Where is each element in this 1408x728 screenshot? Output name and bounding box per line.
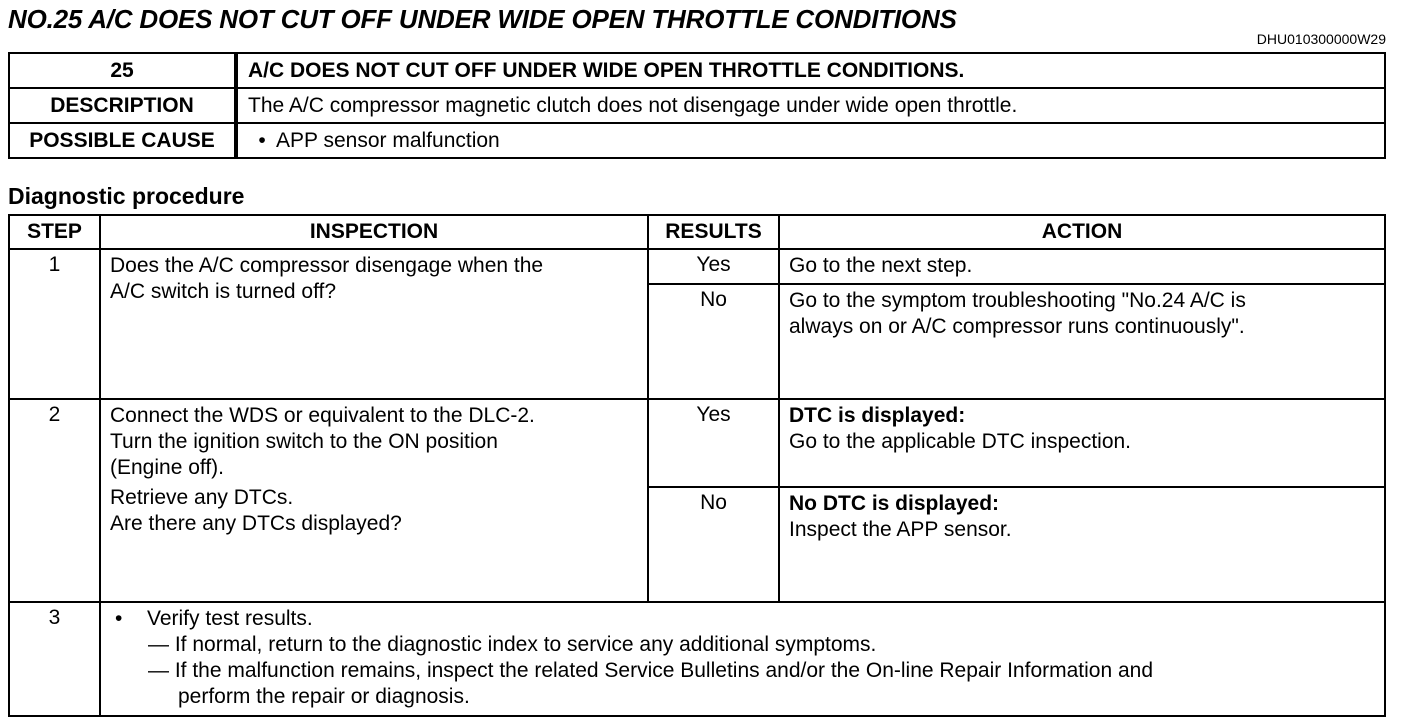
section-title: Diagnostic procedure xyxy=(8,183,245,209)
step-number: 1 xyxy=(9,249,100,399)
action-line: Go to the applicable DTC inspection. xyxy=(789,430,1132,453)
inspection-line: Turn the ignition switch to the ON position xyxy=(110,430,498,453)
table-row xyxy=(9,399,1385,487)
inspection-cell xyxy=(100,249,648,399)
header-action: ACTION xyxy=(779,215,1385,249)
verify-line xyxy=(115,606,1376,632)
inspection-line: (Engine off). xyxy=(110,456,225,479)
description-label: DESCRIPTION xyxy=(9,88,236,123)
inspection-line: A/C switch is turned off? xyxy=(110,280,337,303)
inspection-line: Are there any DTCs displayed? xyxy=(110,512,402,535)
symptom-title: A/C DOES NOT CUT OFF UNDER WIDE OPEN THROTTLE CONDITIONS. xyxy=(236,53,1385,88)
description-text: The A/C compressor magnetic clutch does not disengage under wide open throttle. xyxy=(236,88,1385,123)
table-row xyxy=(9,602,1385,716)
verify-text: Verify test results. xyxy=(147,607,313,630)
action-line: Go to the symptom troubleshooting "No.24 A/C is xyxy=(789,289,1246,312)
info-row-cause xyxy=(9,123,1385,158)
header-results: RESULTS xyxy=(648,215,779,249)
result-cell: No xyxy=(648,284,779,399)
inspection-line: Retrieve any DTCs. xyxy=(110,486,294,509)
verify-dash-line: — If normal, return to the diagnostic index to service any additional symptoms. xyxy=(148,633,877,656)
step-number: 2 xyxy=(9,399,100,602)
page-title: NO.25 A/C DOES NOT CUT OFF UNDER WIDE OPEN THROTTLE CONDITIONS xyxy=(8,4,957,34)
inspection-cell xyxy=(100,399,648,602)
info-row-number xyxy=(9,53,1385,88)
header-step: STEP xyxy=(9,215,100,249)
action-cell xyxy=(779,249,1385,284)
result-cell: Yes xyxy=(648,249,779,284)
possible-cause-text: APP sensor malfunction xyxy=(276,128,500,152)
result-cell: No xyxy=(648,487,779,602)
bullet-icon: • xyxy=(258,128,266,152)
diagnostic-procedure-table xyxy=(8,214,1386,717)
possible-cause-label: POSSIBLE CAUSE xyxy=(9,123,236,158)
possible-cause-value xyxy=(236,123,1385,158)
symptom-info-table xyxy=(8,52,1386,159)
action-cell xyxy=(779,399,1385,487)
inspection-line: Connect the WDS or equivalent to the DLC-2. xyxy=(110,404,535,427)
verify-continuation-line: perform the repair or diagnosis. xyxy=(178,685,470,708)
inspection-line: Does the A/C compressor disengage when the xyxy=(110,254,544,277)
action-cell xyxy=(779,284,1385,399)
table-row xyxy=(9,249,1385,284)
step-number: 3 xyxy=(9,602,100,716)
action-line: Go to the next step. xyxy=(789,254,973,277)
header-inspection: INSPECTION xyxy=(100,215,648,249)
action-cell xyxy=(779,487,1385,602)
result-cell: Yes xyxy=(648,399,779,487)
table-header-row xyxy=(9,215,1385,249)
action-heading: DTC is displayed: xyxy=(789,404,966,427)
action-heading: No DTC is displayed: xyxy=(789,492,1000,515)
document-code: DHU010300000W29 xyxy=(1256,31,1386,47)
verify-results-cell xyxy=(100,602,1385,716)
bullet-icon: • xyxy=(115,607,123,630)
action-line: Inspect the APP sensor. xyxy=(789,518,1012,541)
action-line: always on or A/C compressor runs continuously". xyxy=(789,315,1245,338)
symptom-number: 25 xyxy=(9,53,236,88)
info-row-description xyxy=(9,88,1385,123)
verify-dash-line: — If the malfunction remains, inspect the related Service Bulletins and/or the On-line Repair Information and xyxy=(148,659,1154,682)
